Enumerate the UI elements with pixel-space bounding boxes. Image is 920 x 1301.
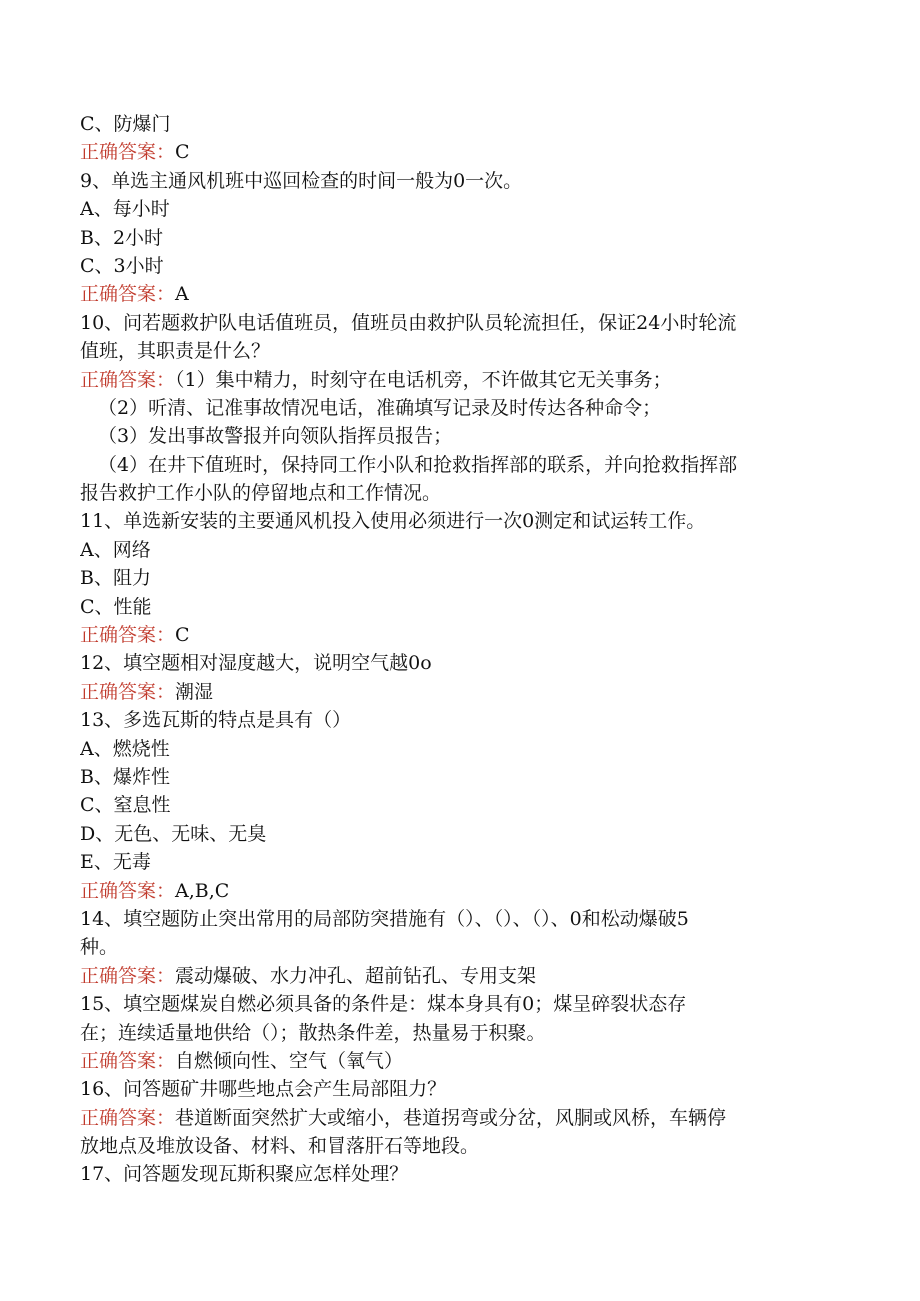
answer-line xyxy=(80,366,840,394)
answer-value: 巷道断面突然扩大或缩小，巷道拐弯或分岔，风胴或风桥，车辆停 xyxy=(175,1106,727,1129)
option-line: C、3小时 xyxy=(80,254,164,277)
answer-line xyxy=(80,138,840,166)
option-line: A、燃烧性 xyxy=(80,737,170,760)
question-line: 9、单选主通风机班中巡回检查的时间一般为0一次。 xyxy=(80,169,523,192)
answer-value: C xyxy=(175,624,190,647)
answer-label: 正确答案： xyxy=(80,283,176,306)
answer-item-cont: 报告救护工作小队的停留地点和工作情况。 xyxy=(80,482,442,505)
answer-value: A,B,C xyxy=(175,879,230,902)
answer-label: 正确答案： xyxy=(80,680,176,703)
question-line: 16、问答题矿井哪些地点会产生局部阻力？ xyxy=(80,1078,447,1101)
question-line: 15、填空题煤炭自燃必须具备的条件是：煤本身具有0；煤呈碎裂状态存 xyxy=(80,993,687,1016)
answer-label: 正确答案： xyxy=(80,141,176,164)
option-line: C、性能 xyxy=(80,595,152,618)
answer-label: 正确答案： xyxy=(80,624,176,647)
option-line: B、爆炸性 xyxy=(80,765,170,788)
question-line-cont: 种。 xyxy=(80,936,119,959)
answer-value: 潮湿 xyxy=(175,680,214,703)
answer-label: 正确答案： xyxy=(80,1106,176,1129)
answer-label: 正确答案： xyxy=(80,1049,176,1072)
answer-line xyxy=(80,962,840,990)
question-line: 11、单选新安装的主要通风机投入使用必须进行一次0测定和试运转工作。 xyxy=(80,510,706,533)
answer-line xyxy=(80,1047,840,1075)
option-line: A、网络 xyxy=(80,538,151,561)
answer-line xyxy=(80,1104,840,1132)
answer-value: A xyxy=(175,283,189,306)
question-line-cont: 在；连续适量地供给（）；散热条件差，热量易于积聚。 xyxy=(80,1021,546,1044)
answer-value: 震动爆破、水力冲孔、超前钻孔、专用支架 xyxy=(175,964,537,987)
answer-item: （3）发出事故警报并向领队指挥员报告； xyxy=(98,425,453,448)
answer-line xyxy=(80,280,840,308)
option-line: C、窒息性 xyxy=(80,794,171,817)
question-line: 10、问若题救护队电话值班员，值班员由救护队员轮流担任，保证24小时轮流 xyxy=(80,311,737,334)
question-line: 14、填空题防止突出常用的局部防突措施有（）、（）、（）、0和松动爆破5 xyxy=(80,907,689,930)
answer-line xyxy=(80,877,840,905)
answer-item: （2）听清、记准事故情况电话，准确填写记录及时传达各种命令； xyxy=(98,396,662,419)
option-line: D、无色、无味、无臭 xyxy=(80,822,267,845)
answer-value: （1）集中精力，时刻守在电话机旁，不许做其它无关事务； xyxy=(175,368,672,391)
answer-label: 正确答案： xyxy=(80,879,176,902)
option-line: C、防爆门 xyxy=(80,113,171,135)
question-line-cont: 值班，其职责是什么？ xyxy=(80,340,271,363)
answer-value: 自燃倾向性、空气（氧气） xyxy=(175,1049,404,1072)
answer-line xyxy=(80,678,840,706)
answer-line-cont: 放地点及堆放设备、材料、和冒落肝石等地段。 xyxy=(80,1135,480,1158)
answer-label: 正确答案： xyxy=(80,964,176,987)
answer-line xyxy=(80,621,840,649)
question-line: 13、多选瓦斯的特点是具有（） xyxy=(80,709,352,732)
question-line: 17、问答题发现瓦斯积聚应怎样处理？ xyxy=(80,1163,409,1186)
option-line: B、阻力 xyxy=(80,567,151,590)
answer-item: （4）在井下值班时，保持同工作小队和抢救指挥部的联系，并向抢救指挥部 xyxy=(98,453,738,476)
answer-label: 正确答案： xyxy=(80,368,176,391)
option-line: A、每小时 xyxy=(80,198,170,221)
option-line: E、无毒 xyxy=(80,851,151,874)
option-line: B、2小时 xyxy=(80,226,164,249)
document-page xyxy=(80,110,840,1189)
answer-value: C xyxy=(175,141,190,164)
question-line: 12、填空题相对湿度越大，说明空气越0o xyxy=(80,652,432,675)
